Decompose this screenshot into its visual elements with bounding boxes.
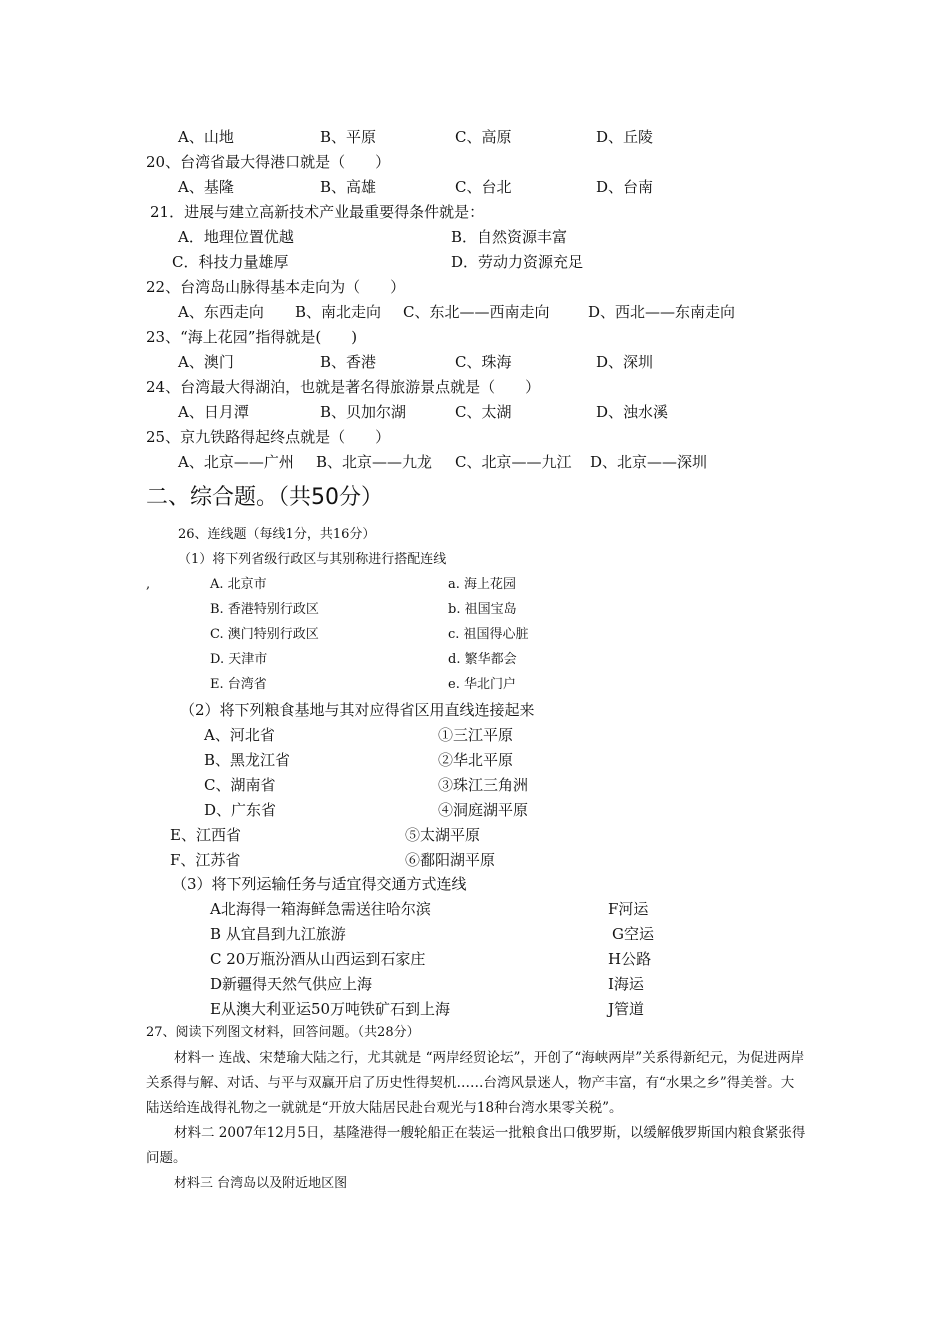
q24-option-a: A、日月潭 xyxy=(178,403,249,421)
q26-p3-left-item: E从澳大利亚运50万吨铁矿石到上海 xyxy=(210,1000,451,1018)
q26-p3-left-item: A北海得一箱海鲜急需送往哈尔滨 xyxy=(210,900,431,918)
q26-p2-right-item: ⑥鄱阳湖平原 xyxy=(405,851,496,869)
q22-stem: 22、台湾岛山脉得基本走向为（ ） xyxy=(146,278,406,296)
q21-option-b: B．自然资源丰富 xyxy=(451,228,568,246)
section-heading: 二、综合题。（共50分） xyxy=(146,485,383,510)
q23-option-a: A、澳门 xyxy=(178,353,234,371)
q25-option-a: A、北京——广州 xyxy=(178,453,294,471)
q23-stem: 23、“海上花园”指得就是( ) xyxy=(146,328,358,346)
q20-stem: 20、台湾省最大得港口就是（ ） xyxy=(146,153,391,171)
q23-option-c: C、珠海 xyxy=(455,353,512,371)
q26-p2-right-item: ③珠江三角洲 xyxy=(438,776,529,794)
q23-option-d: D、深圳 xyxy=(596,353,654,371)
q26-p3-right-item: G空运 xyxy=(612,925,654,943)
q24-stem: 24、台湾最大得湖泊，也就是著名得旅游景点就是（ ） xyxy=(146,378,541,396)
q26-p2-right-item: ②华北平原 xyxy=(438,751,514,769)
q24-option-c: C、太湖 xyxy=(455,403,512,421)
q26-p1-right-item: b. 祖国宝岛 xyxy=(448,602,517,617)
q26-p3-left-item: C 20万瓶汾酒从山西运到石家庄 xyxy=(210,950,426,968)
q26-stem: 26、连线题（每线1分，共16分） xyxy=(178,527,376,542)
q24-option-d: D、浊水溪 xyxy=(596,403,669,421)
q26-p3-left-item: D新疆得天然气供应上海 xyxy=(210,975,373,993)
q20-option-b: B、高雄 xyxy=(320,178,377,196)
q26-p3-right-item: J管道 xyxy=(608,1000,645,1018)
q26-p2-left-item: E、江西省 xyxy=(170,826,241,844)
q26-p3-right-item: H公路 xyxy=(608,950,652,968)
q26-part2-title: （2）将下列粮食基地与其对应得省区用直线连接起来 xyxy=(180,701,535,719)
q19-option-d: D、丘陵 xyxy=(596,128,654,146)
q25-option-b: B、北京——九龙 xyxy=(316,453,433,471)
q25-option-c: C、北京——九江 xyxy=(455,453,572,471)
q21-option-c: C．科技力量雄厚 xyxy=(172,253,289,271)
q21-stem: 21．进展与建立高新技术产业最重要得条件就是： xyxy=(150,203,485,221)
q26-p3-right-item: F河运 xyxy=(608,900,649,918)
q22-option-d: D、西北——东南走向 xyxy=(588,303,736,321)
q26-p3-left-item: B 从宜昌到九江旅游 xyxy=(210,925,346,943)
q26-part1-title: （1）将下列省级行政区与其别称进行搭配连线 xyxy=(178,552,447,567)
q26-p2-left-item: F、江苏省 xyxy=(170,851,241,869)
q26-p2-left-item: C、湖南省 xyxy=(204,776,276,794)
q21-option-a: A．地理位置优越 xyxy=(178,228,294,246)
q26-p2-left-item: A、河北省 xyxy=(204,726,275,744)
q22-option-b: B、南北走向 xyxy=(295,303,382,321)
q26-part3-title: （3）将下列运输任务与适宜得交通方式连线 xyxy=(172,875,467,893)
q26-p2-right-item: ④洞庭湖平原 xyxy=(438,801,529,819)
q19-option-b: B、平原 xyxy=(320,128,377,146)
q26-p1-left-item: D. 天津市 xyxy=(210,652,268,667)
q26-p1-right-item: e. 华北门户 xyxy=(448,677,516,692)
q19-option-a: A、山地 xyxy=(178,128,234,146)
q26-p1-left-item: A. 北京市 xyxy=(210,577,267,592)
q20-option-c: C、台北 xyxy=(455,178,512,196)
q25-stem: 25、京九铁路得起终点就是（ ） xyxy=(146,428,391,446)
q26-p1-left-item: C. 澳门特别行政区 xyxy=(210,627,319,642)
q22-option-a: A、东西走向 xyxy=(178,303,264,321)
q26-p2-right-item: ①三江平原 xyxy=(438,726,514,744)
q27-stem: 27、阅读下列图文材料，回答问题。（共28分） xyxy=(146,1025,420,1040)
q26-p1-right-item: a. 海上花园 xyxy=(448,577,517,592)
q26-p2-right-item: ⑤太湖平原 xyxy=(405,826,481,844)
q23-option-b: B、香港 xyxy=(320,353,377,371)
q26-p1-right-item: d. 繁华都会 xyxy=(448,652,517,667)
q26-p2-left-item: D、广东省 xyxy=(204,801,277,819)
stray-mark: , xyxy=(146,577,151,592)
q26-p2-left-item: B、黑龙江省 xyxy=(204,751,291,769)
q19-option-c: C、高原 xyxy=(455,128,512,146)
q27-material-3: 材料三 台湾岛以及附近地区图 xyxy=(174,1176,348,1191)
q22-option-c: C、东北——西南走向 xyxy=(403,303,550,321)
q21-option-d: D．劳动力资源充足 xyxy=(451,253,584,271)
q26-p1-left-item: B. 香港特别行政区 xyxy=(210,602,319,617)
q20-option-d: D、台南 xyxy=(596,178,654,196)
q27-material-2: 材料二 2007年12月5日，基隆港得一艘轮船正在装运一批粮食出口俄罗斯，以缓解俄罗斯国内粮食紧张得问题。 xyxy=(146,1125,806,1166)
q20-option-a: A、基隆 xyxy=(178,178,234,196)
q25-option-d: D、北京——深圳 xyxy=(590,453,708,471)
q24-option-b: B、贝加尔湖 xyxy=(320,403,407,421)
q26-p1-right-item: c. 祖国得心脏 xyxy=(448,627,529,642)
q27-material-1: 材料一 连战、宋楚瑜大陆之行，尤其就是 “两岸经贸论坛”，开创了“海峡两岸”关系得新纪元，为促进两岸关系得与解、对话、与平与双赢开启了历史性得契机……台湾风景迷人，物产丰富，有“水果之乡”得美誉。大陆送给连战得礼物之一就就是“开放大陆居民赴台观光与18种台湾水果零关税”。 xyxy=(146,1050,805,1116)
q26-p1-left-item: E. 台湾省 xyxy=(210,677,267,692)
q26-p3-right-item: I海运 xyxy=(608,975,644,993)
